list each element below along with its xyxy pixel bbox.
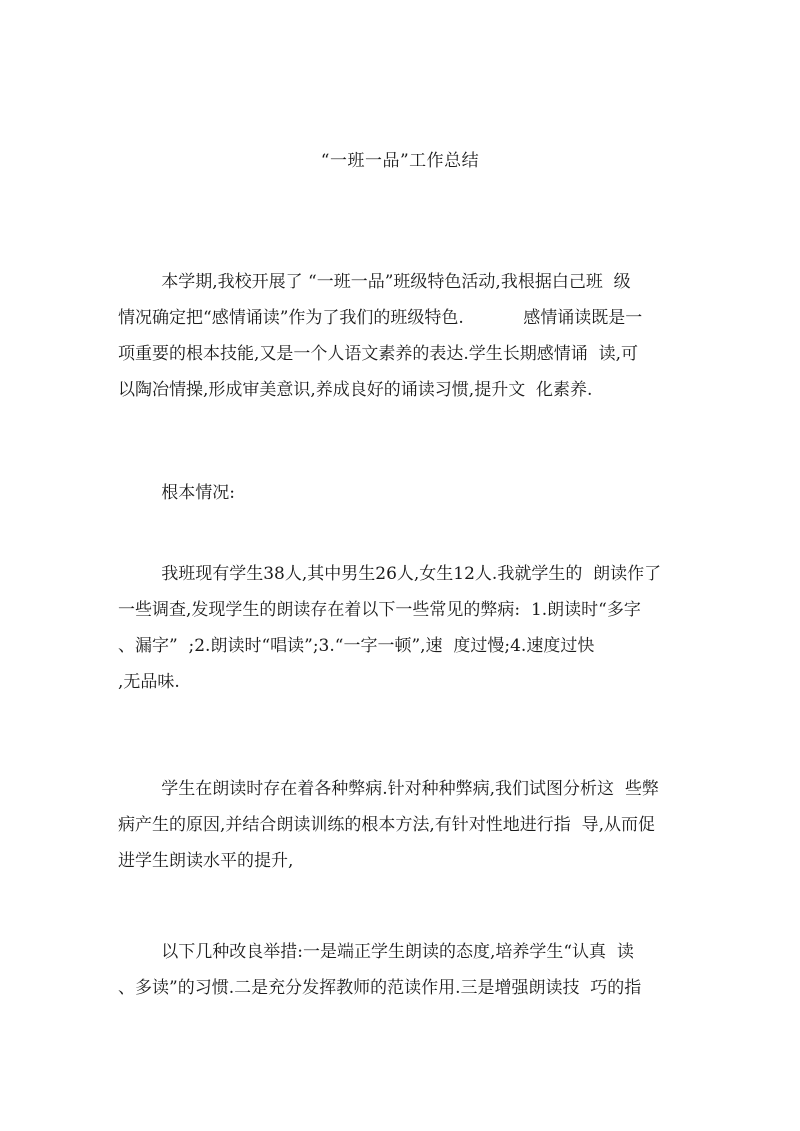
- text-line: ,无品味.: [118, 672, 180, 692]
- paragraph-analysis: [118, 771, 698, 879]
- paragraph-situation: [118, 556, 698, 700]
- text-line: 一些调查,发现学生的朗读存在着以下一些常见的弊病: 1.朗读时“多字: [118, 600, 641, 620]
- text-line: 根本情况:: [118, 483, 235, 503]
- text-line: 本学期,我校开展了 “一班一品”班级特色活动,我根据白己班 级: [118, 272, 631, 292]
- text-line: 情况确定把“感情诵读”作为了我们的班级特色. 感情诵读既是一: [118, 308, 643, 328]
- text-line: 以下几种改良举措:一是端正学生朗读的态度,培养学生“认真 读: [118, 942, 634, 962]
- text-line: 项重要的根本技能,又是一个人语文素养的表达.学生长期感情诵 读,可: [118, 344, 639, 364]
- text-line: 我班现有学生38人,其中男生26人,女生12人.我就学生的 朗读作了: [118, 564, 662, 584]
- text-line: 进学生朗读水平的提升,: [118, 851, 294, 871]
- paragraph-measures: [118, 934, 698, 1006]
- text-line: 学生在朗读时存在着各种弊病.针对种种弊病,我们试图分析这 些弊: [118, 779, 659, 799]
- paragraph-intro: [118, 264, 698, 408]
- text-line: 、多读”的习惯.二是充分发挥教师的范读作用.三是增强朗读技 巧的指: [118, 978, 642, 998]
- text-line: 病产生的原因,并结合朗读训练的根本方法,有针对性地进行指 导,从而促: [118, 815, 656, 835]
- text-line: 以陶冶情操,形成审美意识,养成良好的诵读习惯,提升文 化素养.: [118, 380, 593, 400]
- text-line: 、漏字” ;2.朗读时“唱读”;3.“一字一顿”,速 度过慢;4.速度过快: [118, 636, 595, 656]
- document-title: “一班一品”工作总结: [320, 151, 480, 171]
- paragraph-basic-heading: [118, 475, 698, 511]
